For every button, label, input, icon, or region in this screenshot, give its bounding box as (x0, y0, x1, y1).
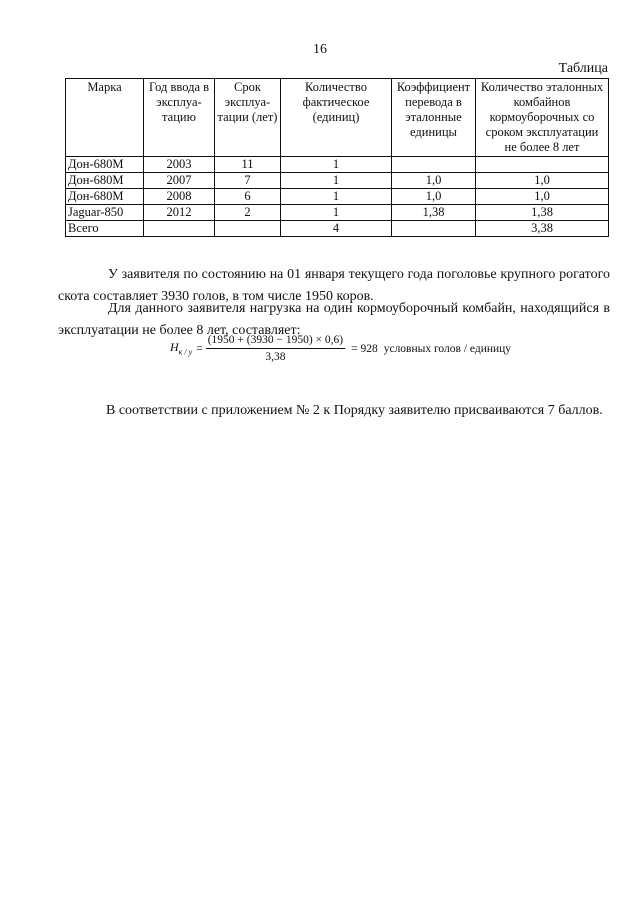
cell-brand: Дон-680М (66, 157, 144, 173)
cell-year (144, 221, 215, 237)
header-term: Срок эксплуа-тации (лет) (215, 79, 281, 157)
header-brand: Марка (66, 79, 144, 157)
formula-subscript: к / у (178, 347, 193, 357)
cell-term: 6 (215, 189, 281, 205)
formula-numerator: (1950 + (3930 − 1950) × 0,6) (206, 334, 345, 349)
formula-lhs (170, 340, 192, 356)
cell-coefficient: 1,0 (392, 173, 476, 189)
load-formula (170, 334, 511, 363)
cell-actual-count: 1 (281, 173, 392, 189)
cell-actual-count: 1 (281, 157, 392, 173)
cell-reference-count: 1,0 (476, 189, 609, 205)
data-table (65, 78, 609, 237)
header-actual-count: Количество фактическое (единиц) (281, 79, 392, 157)
cell-coefficient (392, 157, 476, 173)
formula-result: = 928 (351, 342, 378, 355)
header-reference-count: Количество эталонных комбайнов кормоуборочных со сроком эксплуатации не более 8 лет (476, 79, 609, 157)
cell-brand: Дон-680М (66, 189, 144, 205)
formula-denominator: 3,38 (265, 351, 286, 363)
cell-term (215, 221, 281, 237)
cell-reference-count (476, 157, 609, 173)
table-total-row (66, 221, 609, 237)
paragraph-load-intro: Для данного заявителя нагрузка на один кормоуборочный комбайн, находящийся в эксплуатации не более 8 лет, составляет: (58, 301, 610, 338)
cell-term: 2 (215, 205, 281, 221)
paragraph-score: В соответствии с приложением № 2 к Порядку заявителю присваиваются 7 баллов. (106, 403, 603, 418)
cell-year: 2012 (144, 205, 215, 221)
cell-term: 7 (215, 173, 281, 189)
cell-coefficient (392, 221, 476, 237)
header-coefficient: Коэффициент перевода в эталонные единицы (392, 79, 476, 157)
header-year: Год ввода в эксплуа-тацию (144, 79, 215, 157)
cell-brand: Дон-680М (66, 173, 144, 189)
formula-fraction (206, 334, 345, 363)
cell-total-reference-count: 3,38 (476, 221, 609, 237)
formula-symbol: Н (170, 340, 179, 355)
cell-year: 2008 (144, 189, 215, 205)
cell-year: 2007 (144, 173, 215, 189)
cell-total-label: Всего (66, 221, 144, 237)
formula-equals: = (196, 342, 203, 355)
formula-unit: условных голов / единицу (383, 342, 512, 355)
paragraph-livestock: У заявителя по состоянию на 01 января текущего года поголовье крупного рогатого скота составляет 3930 голов, в том числе 1950 коров. (58, 267, 610, 304)
cell-reference-count: 1,0 (476, 173, 609, 189)
table-header-row (66, 79, 609, 157)
cell-coefficient: 1,0 (392, 189, 476, 205)
table-row (66, 189, 609, 205)
cell-total-actual-count: 4 (281, 221, 392, 237)
table-row (66, 205, 609, 221)
cell-term: 11 (215, 157, 281, 173)
cell-reference-count: 1,38 (476, 205, 609, 221)
table-row (66, 173, 609, 189)
cell-actual-count: 1 (281, 205, 392, 221)
cell-year: 2003 (144, 157, 215, 173)
table-caption: Таблица (558, 61, 608, 76)
table-row (66, 157, 609, 173)
page-number: 16 (313, 42, 327, 57)
cell-brand: Jaguar-850 (66, 205, 144, 221)
cell-actual-count: 1 (281, 189, 392, 205)
cell-coefficient: 1,38 (392, 205, 476, 221)
